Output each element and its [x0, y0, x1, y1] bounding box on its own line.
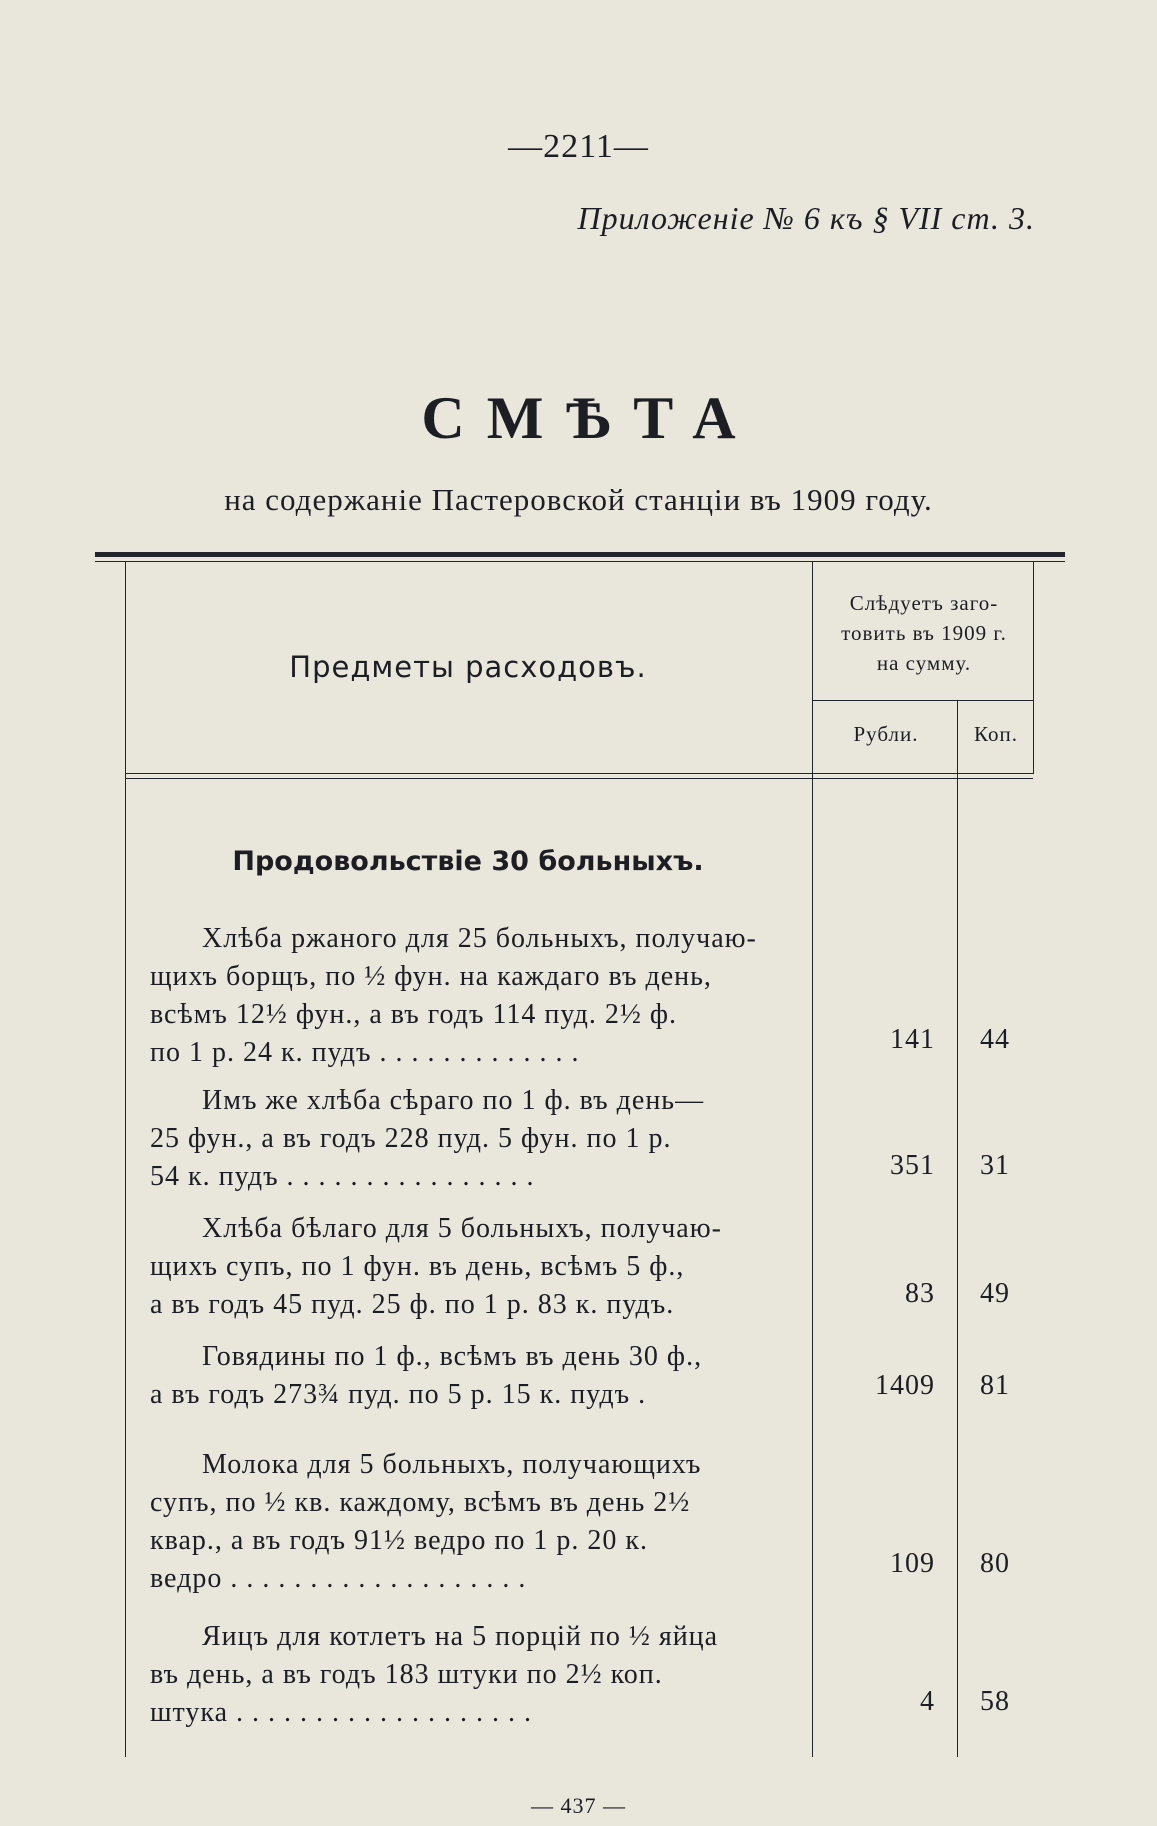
page-number-bottom: — 437 — — [531, 1793, 626, 1818]
page-number-top: —2211— — [508, 128, 649, 165]
row-kopecks: 81 — [980, 1370, 1010, 1401]
row-kopecks: 80 — [980, 1548, 1010, 1579]
row-kopecks: 44 — [980, 1024, 1010, 1055]
row-text-line: штука . . . . . . . . . . . . . . . . . . . — [150, 1697, 533, 1728]
row-text-line: Яицъ для котлетъ на 5 порцій по ½ яйца — [202, 1621, 719, 1652]
row-text-line: Хлѣба бѣлаго для 5 больныхъ, получаю- — [202, 1213, 722, 1244]
table-row — [150, 1338, 795, 1414]
row-rubles: 4 — [920, 1686, 935, 1717]
column-header-sum-line: на сумму. — [876, 651, 972, 675]
row-text-line: всѣмъ 12½ фун., а въ годъ 114 пуд. 2½ ф. — [150, 999, 678, 1030]
row-text-line: квар., а въ годъ 91½ ведро по 1 р. 20 к. — [150, 1525, 648, 1556]
header-bottom-rule-2 — [125, 778, 1033, 779]
row-text-line: Хлѣба ржаного для 25 больныхъ, получаю- — [202, 923, 757, 954]
table-row — [150, 1618, 795, 1732]
table-row — [150, 1082, 795, 1196]
section-heading: Продовольствіе 30 больныхъ. — [232, 846, 704, 877]
top-rule — [95, 552, 1065, 557]
row-rubles: 351 — [890, 1150, 935, 1181]
row-kopecks: 58 — [980, 1686, 1010, 1717]
row-text-line: ведро . . . . . . . . . . . . . . . . . . . — [150, 1563, 527, 1594]
row-rubles: 83 — [905, 1278, 935, 1309]
appendix-reference: Приложеніе № 6 къ § VII ст. 3. — [577, 200, 1035, 236]
row-text-line: Молока для 5 больныхъ, получающихъ — [202, 1449, 702, 1480]
table-divider-rub-kop — [957, 700, 958, 1757]
row-text-line: въ день, а въ годъ 183 штуки по 2½ коп. — [150, 1659, 663, 1690]
row-text-line: щихъ супъ, по 1 фун. въ день, всѣмъ 5 ф., — [150, 1251, 685, 1282]
document-subtitle: на содержаніе Пастеровской станціи въ 1909 году. — [224, 482, 933, 517]
row-text-line: по 1 р. 24 к. пудъ . . . . . . . . . . . . . — [150, 1037, 580, 1068]
document-title: СМѢТА — [421, 385, 758, 451]
row-rubles: 141 — [890, 1024, 935, 1055]
table-row — [150, 1210, 795, 1324]
row-kopecks: 49 — [980, 1278, 1010, 1309]
row-text-line: а въ годъ 45 пуд. 25 ф. по 1 р. 83 к. пудъ. — [150, 1289, 675, 1320]
row-rubles: 1409 — [875, 1370, 935, 1401]
row-text-line: 54 к. пудъ . . . . . . . . . . . . . . . . — [150, 1161, 535, 1192]
table-border-left — [125, 562, 126, 1757]
row-text-line: супъ, по ½ кв. каждому, всѣмъ въ день 2½ — [150, 1487, 691, 1518]
column-header-items: Предметы расходовъ. — [289, 650, 647, 684]
row-text-line: щихъ борщъ, по ½ фун. на каждаго въ день, — [150, 961, 712, 992]
row-text-line: 25 фун., а въ годъ 228 пуд. 5 фун. по 1 р. — [150, 1123, 672, 1154]
row-kopecks: 31 — [980, 1150, 1010, 1181]
row-text-line: Имъ же хлѣба сѣраго по 1 ф. въ день— — [202, 1085, 705, 1116]
table-divider-main — [812, 562, 813, 1757]
top-rule-thin — [95, 561, 1065, 562]
row-text-line: Говядины по 1 ф., всѣмъ въ день 30 ф., — [202, 1341, 703, 1372]
column-header-sum — [815, 588, 1033, 678]
table-row — [150, 920, 795, 1072]
column-header-sum-line: Слѣдуетъ заго- — [849, 591, 999, 615]
header-sub-rule — [812, 700, 1034, 701]
column-header-kopecks: Коп. — [974, 722, 1018, 746]
table-row — [150, 1446, 795, 1598]
column-header-sum-line: товить въ 1909 г. — [841, 621, 1007, 645]
row-text-line: а въ годъ 273¾ пуд. по 5 р. 15 к. пудъ . — [150, 1379, 647, 1410]
column-header-rubles: Рубли. — [853, 722, 919, 746]
header-bottom-rule — [125, 773, 1033, 774]
row-rubles: 109 — [890, 1548, 935, 1579]
